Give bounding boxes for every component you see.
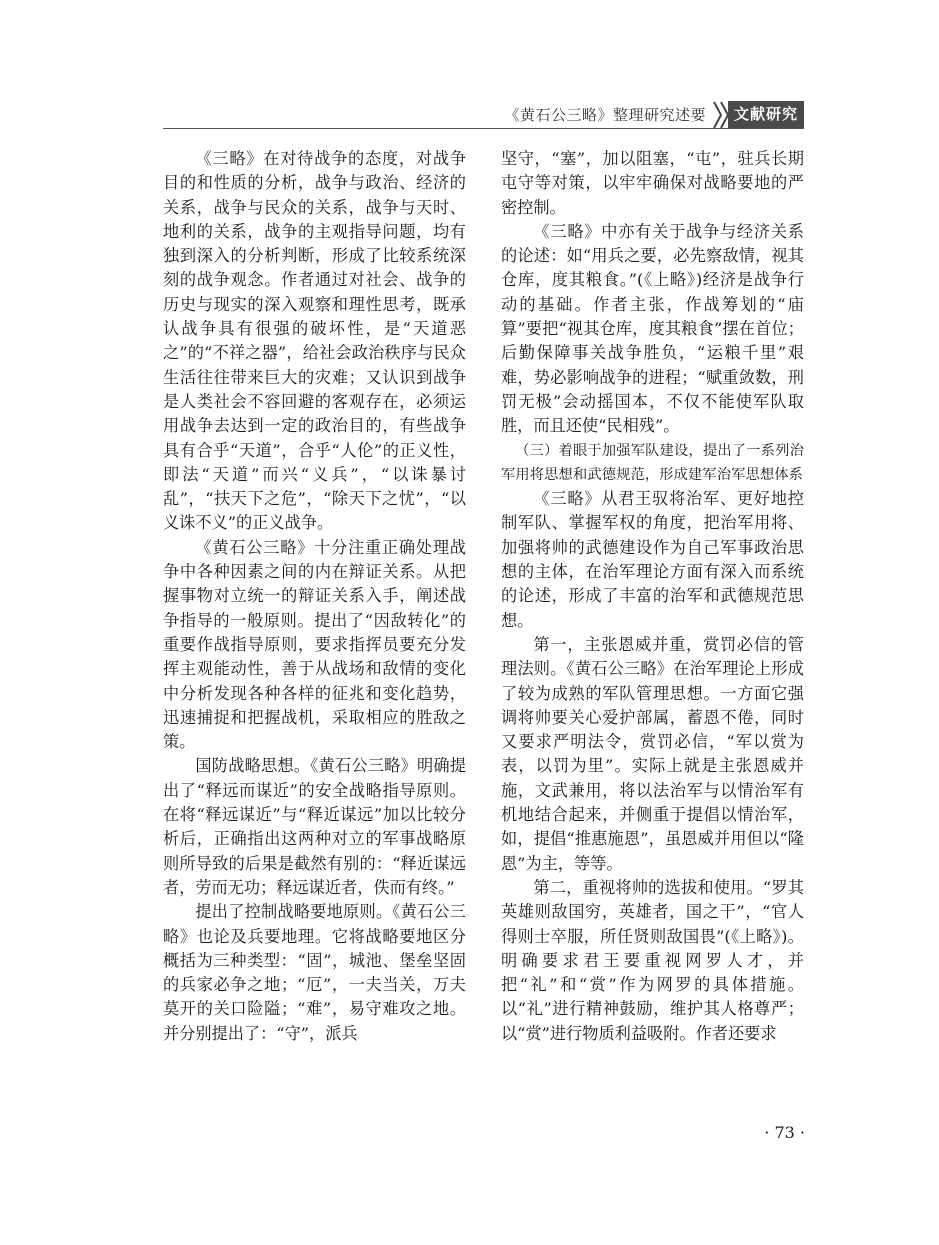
paragraph-strategic-terrain: 提出了控制战略要地原则。《黄石公三略》也论及兵要地理。它将战略要地区分概括为三种类型：“固”，城池、堡垒坚固的兵家必争之地；“厄”，一夫当关，万夫莫开的关口险隘；“难”，易守难攻之地。并分别提出了：“守”，派兵	[163, 902, 466, 1043]
section-badge: 文献研究	[728, 101, 804, 128]
paragraph-dialectics: 《黄石公三略》十分注重正确处理战争中各种因素之间的内在辩证关系。从把握事物对立统一的辩证关系入手，阐述战争指导的一般原则。提出了“因敌转化”的重要作战指导原则，要求指挥员要充分发挥主观能动性，善于从战场和敌情的变化中分析发现各种各样的征兆和变化趋势，迅速捕捉和把握战机，采取相应的胜敌之策。	[163, 537, 466, 752]
paragraph-second-principle: 第二，重视将帅的选拔和使用。“罗其英雄则敌国穷，英雄者，国之干”，“官人得则士卒服，所任贤则敌国畏”(《上略》)。明确要求君王要重视网罗人才，并把“礼”和“赏”作为网罗的具体措施。以“礼”进行精神鼓励，维护其人格尊严；以“赏”进行物质利益吸附。作者还要求	[501, 877, 804, 1043]
journal-article-title: 《黄石公三略》整理研究述要	[504, 106, 706, 124]
paragraph-war-economy: 《三略》中亦有关于战争与经济关系的论述：如“用兵之要，必先察敌情，视其仓库，度其粮食。”(《上略》)经济是战争行动的基础。作者主张，作战筹划的“庙算”要把“视其仓库，度其粮食”摆在首位；后勤保障事关战争胜负，“运粮千里”艰难，势必影响战争的进程；“赋重敛数，刑罚无极”会动摇国本，不仅不能使军队取胜，而且还使“民相残”。	[501, 221, 804, 436]
paragraph-continuation: 坚守，“塞”，加以阻塞，“屯”，驻兵长期屯守等对策，以牢牢确保对战略要地的严密控制。	[501, 149, 804, 217]
paragraph-defense-strategy: 国防战略思想。《黄石公三略》明确提出了“释远而谋近”的安全战略指导原则。在将“释远谋近”与“释近谋远”加以比较分析后，正确指出这两种对立的军事战略原则所导致的后果是截然有别的：“释近谋远者，劳而无功；释远谋近者，佚而有终。”	[163, 756, 466, 897]
page-number: · 73 ·	[764, 1123, 805, 1142]
left-text-column	[163, 147, 466, 1046]
paragraph-army-building: 《三略》从君王驭将治军、更好地控制军队、掌握军权的角度，把治军用将、加强将帅的武德建设作为自己军事政治思想的主体，在治军理论方面有深入而系统的论述，形成了丰富的治军和武德规范思想。	[501, 489, 804, 630]
right-text-column	[501, 147, 804, 1046]
paragraph-war-concept: 《三略》在对待战争的态度，对战争目的和性质的分析，战争与政治、经济的关系，战争与民众的关系，战争与天时、地利的关系，战争的主观指导问题，均有独到深入的分析判断，形成了比较系统深刻的战争观念。作者通过对社会、战争的历史与现实的深入观察和理性思考，既承认战争具有很强的破坏性，是“天道恶之”的“不祥之器”，给社会政治秩序与民众生活往往带来巨大的灾难；又认识到战争是人类社会不容回避的客观存在，必须运用战争去达到一定的政治目的，有些战争具有合乎“天道”，合乎“人伦”的正义性，即法“天道”而兴“义兵”，“以诛暴讨乱”，“扶天下之危”，“除天下之忧”，“以义诛不义”的正义战争。	[163, 149, 466, 533]
section-subheading: （三）着眼于加强军队建设，提出了一系列治军用将思想和武德规范，形成建军治军思想体系	[501, 442, 804, 483]
paragraph-first-principle: 第一，主张恩威并重，赏罚必信的管理法则。《黄石公三略》在治军理论上形成了较为成熟的军队管理思想。一方面它强调将帅要关心爱护部属，蓄恩不倦，同时又要求严明法令，赏罚必信，“军以赏为表，以罚为里”。实际上就是主张恩威并施，文武兼用，将以法治军与以情治军有机地结合起来，并侧重于提倡以情治军，如，提倡“推惠施恩”，虽恩威并用但以“隆恩”为主，等等。	[501, 634, 804, 873]
running-header	[163, 100, 804, 130]
header-divider	[163, 128, 804, 129]
